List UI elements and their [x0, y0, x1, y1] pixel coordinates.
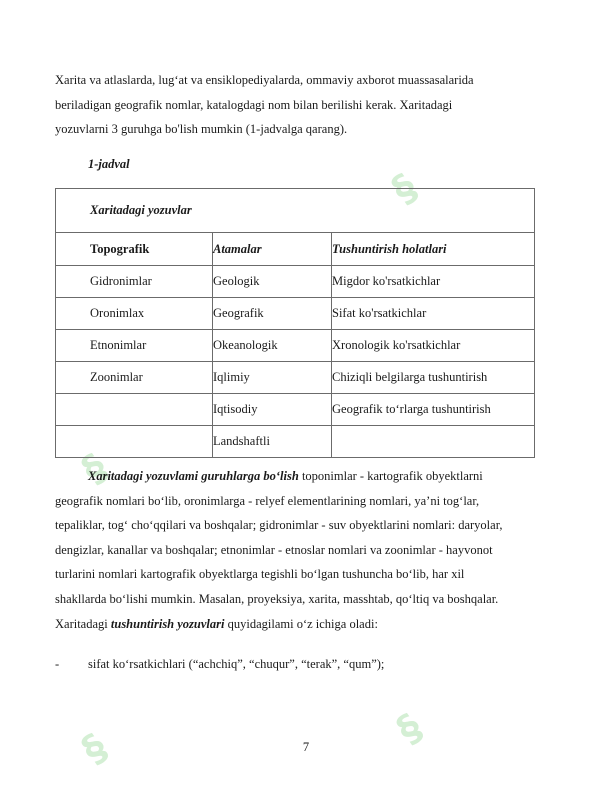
bullet-text: sifat ko‘rsatkichlari (“achchiq”, “chuqur”, “terak”, “qum”); — [88, 657, 385, 671]
table-row — [56, 298, 535, 330]
body-lead-bold: Xaritadagi yozuvlami guruhlarga bo‘lish — [88, 469, 299, 483]
body-line-1: toponimlar - kartografik obyektlarni — [298, 469, 483, 483]
bullet-dash: - — [55, 657, 60, 671]
body-line-7-bold: tushuntirish yozuvlari — [110, 616, 225, 631]
header-atamalar: Atamalar — [213, 233, 332, 266]
table-header-row — [56, 233, 535, 266]
table-cell: Geologik — [213, 266, 332, 298]
intro-line-2: beriladigan geografik nomlar, katalogdagi nom bilan berilishi kerak. Xaritadagi — [55, 97, 453, 112]
table-cell: Okeanologik — [213, 330, 332, 362]
table-cell: Oronimlax — [56, 298, 213, 330]
table-title-row — [56, 189, 535, 233]
table-cell — [332, 426, 535, 458]
table-cell: Geografik — [213, 298, 332, 330]
body-line-2: geografik nomlari bo‘lib, oronimlarga - relyef elementlarining nomlari, ya’ni tog‘lar, — [55, 493, 480, 508]
soff-watermark-icon — [61, 686, 158, 783]
body-line-5: turlarini nomlari kartografik obyektlarga tegishli bo‘lgan tushuncha bo‘lib, har xil — [55, 567, 465, 582]
svg-text:§: § — [388, 704, 430, 752]
table-row — [56, 362, 535, 394]
table-caption: 1-jadval — [88, 157, 130, 171]
body-line-7-pre: Xaritadagi — [55, 616, 111, 631]
header-topografik: Topografik — [56, 233, 213, 266]
table-row — [56, 394, 535, 426]
intro-line-3: yozuvlarni 3 guruhga bo'lish mumkin (1-jadvalga qarang). — [55, 122, 348, 137]
page-number: 7 — [302, 740, 310, 754]
body-paragraph — [55, 464, 560, 636]
intro-line-1: Xarita va atlaslarda, lug‘at va ensiklopediyalarda, ommaviy axborot muassasalarida — [55, 73, 474, 87]
table-cell: Landshaftli — [213, 426, 332, 458]
table-cell: Geografik to‘rlarga tushuntirish — [332, 394, 535, 426]
table-cell: Chiziqli belgilarga tushuntirish — [332, 362, 535, 394]
table-cell: Iqlimiy — [213, 362, 332, 394]
body-line-4: dengizlar, kanallar va boshqalar; etnonimlar - etnoslar nomlari va zoonimlar - hayvonot — [55, 542, 493, 557]
table-cell: Zoonimlar — [56, 362, 213, 394]
table-cell — [56, 394, 213, 426]
header-tushuntirish: Tushuntirish holatlari — [332, 233, 535, 266]
svg-text:§: § — [73, 724, 115, 772]
body-line-7-post: quyidagilami o‘z ichiga oladi: — [224, 616, 378, 631]
table-row — [56, 426, 535, 458]
svg-text:§: § — [73, 444, 115, 492]
table-cell: Migdor ko'rsatkichlar — [332, 266, 535, 298]
svg-text:§: § — [383, 164, 425, 212]
body-line-6: shakllarda bo‘lishi mumkin. Masalan, proyeksiya, xarita, masshtab, qo‘ltiq va boshqalar. — [55, 591, 499, 606]
inscriptions-table — [55, 188, 535, 458]
table-row — [56, 330, 535, 362]
table-cell: Xronologik ko'rsatkichlar — [332, 330, 535, 362]
body-line-3: tepaliklar, tog‘ cho‘qqilari va boshqalar; gidronimlar - suv obyektlarini nomlari: daryolar, — [55, 518, 503, 533]
table-cell — [56, 426, 213, 458]
intro-paragraph — [55, 68, 560, 142]
table-row — [56, 266, 535, 298]
table-cell: Gidronimlar — [56, 266, 213, 298]
table-title: Xaritadagi yozuvlar — [56, 189, 535, 233]
table-cell: Etnonimlar — [56, 330, 213, 362]
table-cell: Iqtisodiy — [213, 394, 332, 426]
table-cell: Sifat ko'rsatkichlar — [332, 298, 535, 330]
